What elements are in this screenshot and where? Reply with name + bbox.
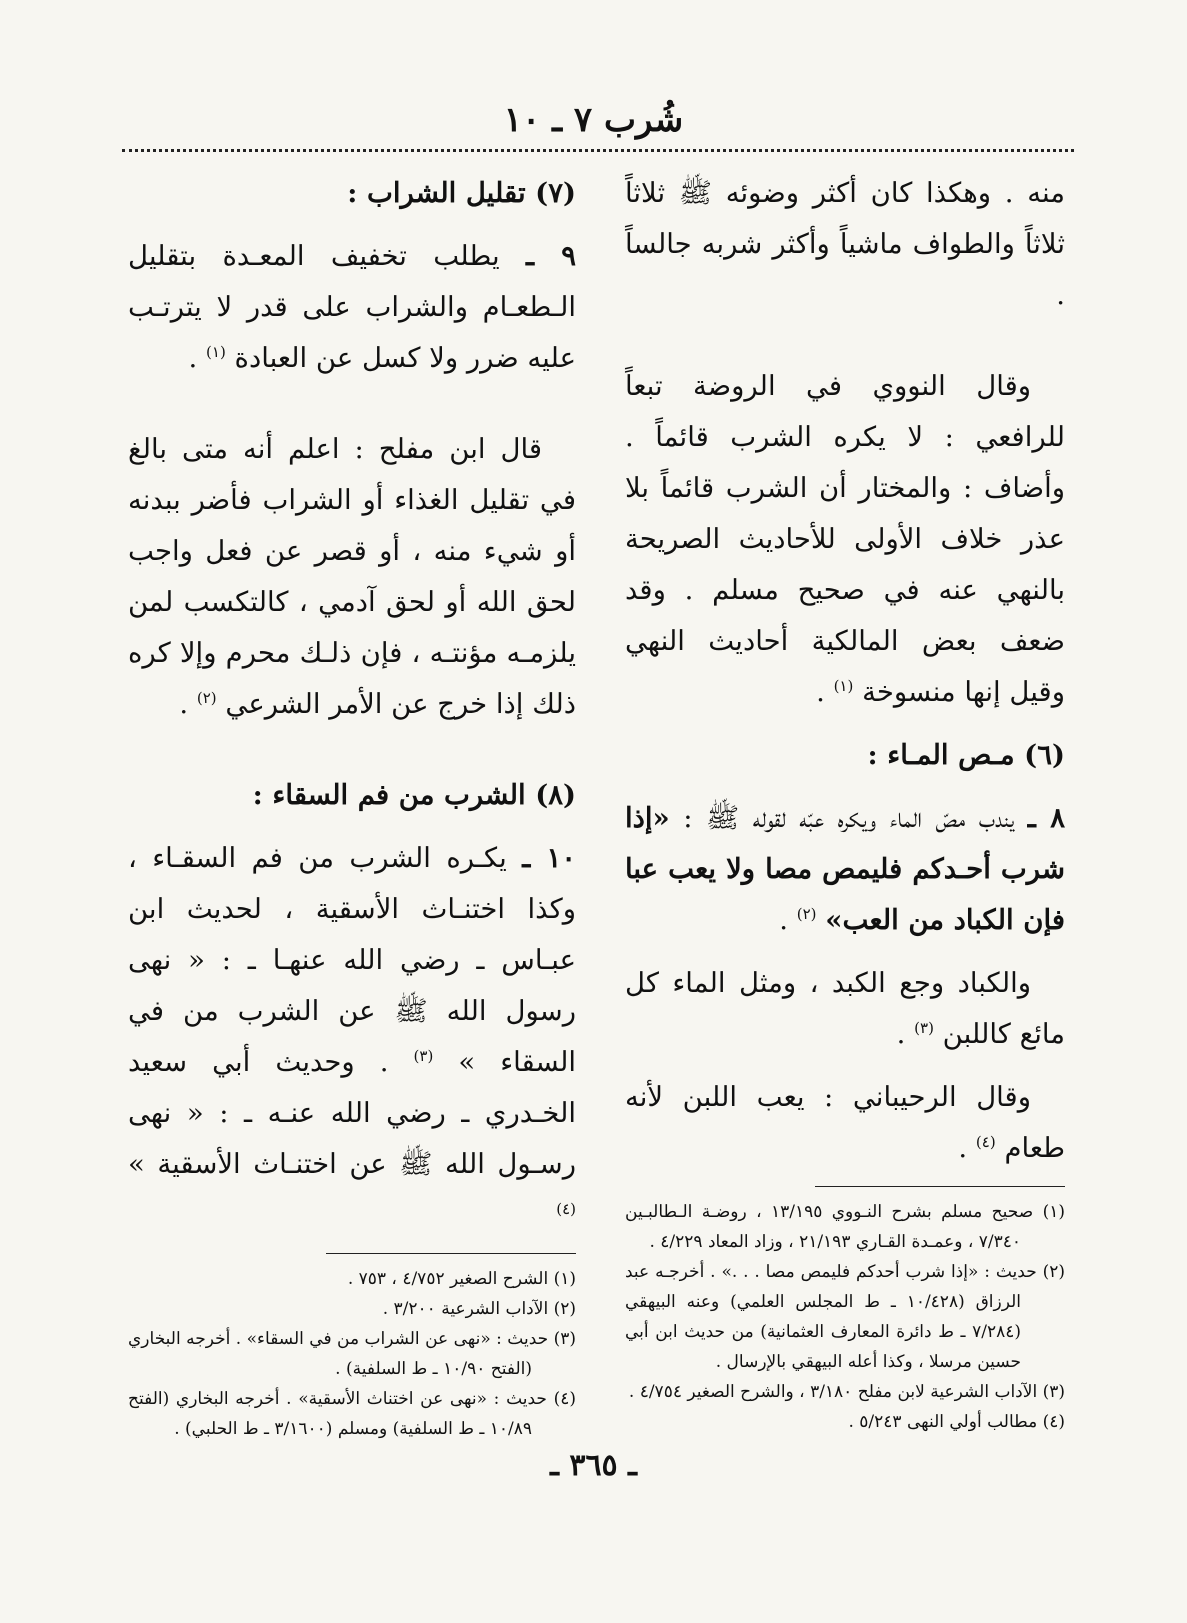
section-heading: (٨) الشرب من فم السقاء : [252, 779, 576, 811]
footnote-ref: (٣) [413, 1046, 434, 1065]
paragraph: ٩ ـ يطلب تخفيف المعـدة بتقليل الـطعـام والشراب على قدر لا يترتـب عليه ضرر ولا كسل عن العبادة $^{(١)}$ . [128, 240, 576, 374]
footnote: (٣) حديث : «نهى عن الشراب من في السقاء» . أخرجه البخاري (الفتح ١٠/٩٠ ـ ط السلفية) . [128, 1329, 576, 1379]
footnote: (٤) حديث : «نهى عن اختناث الأسقية» . أخرجه البخاري (الفتح ١٠/٨٩ ـ ط السلفية) ومسلم (٣/١٦٠٠ ـ ط الحلبي) . [128, 1389, 576, 1439]
footnote: (٢) حديث : «إذا شرب أحدكم فليمص مصا . . .» . أخرجـه عبد الرزاق (١٠/٤٢٨ ـ ط المجلس العلمي) وعنه البيهقي (٧/٢٨٤ ـ ط دائرة المعارف العثمانية) من حديث ابن أبي حسين مرسلا ، وكذا أعله البيهقي بالإرسال . [625, 1262, 1065, 1372]
footnote: (٢) الآداب الشرعية ٣/٢٠٠ . [382, 1299, 576, 1319]
footnote: (١) صحيح مسلم بشرح النـووي ١٣/١٩٥ ، روضـة الـطالبـين ٧/٣٤٠ ، وعمـدة القـاري ٢١/١٩٣ ، وزاد المعاد ٤/٢٢٩ . [625, 1202, 1065, 1252]
paragraph: منه . وهكذا كان أكثر وضوئه ﷺ ثلاثاً ثلاثاً والطواف ماشياً وأكثر شربه جالساً . [625, 177, 1065, 311]
item-number: ٨ ـ [1027, 802, 1065, 834]
footnote-ref: (٣) [914, 1018, 934, 1037]
right-column [625, 168, 1065, 1437]
header-rule [122, 149, 1074, 152]
footnote: (٤) مطالب أولي النهى ٥/٢٤٣ . [848, 1412, 1065, 1432]
footnote-ref: (٢) [796, 904, 817, 923]
footnote-ref: (٤) [975, 1132, 996, 1151]
hadith-quote: «إذا شرب أحـدكم فليمص مصا ولا يعب عبا فإن الكباد من العب» [625, 802, 1065, 936]
footnote-ref: (٢) [196, 688, 217, 707]
paragraph: وقال الرحيباني : يعب اللبن لأنه طعام $^{(٤)}$ . [625, 1081, 1065, 1164]
footnotes [625, 1197, 1065, 1437]
item-number: ٩ ـ [525, 240, 576, 272]
footnote: (١) الشرح الصغير ٤/٧٥٢ ، ٧٥٣ . [347, 1269, 576, 1289]
section-heading: (٧) تقليل الشراب : [347, 177, 576, 209]
footnotes [128, 1264, 576, 1444]
item-number: ١٠ ـ [522, 842, 577, 874]
footnote: (٣) الآداب الشرعية لابن مفلح ٣/١٨٠ ، والشرح الصغير ٤/٧٥٤ . [628, 1382, 1065, 1402]
footnote-ref: (١) [206, 342, 226, 361]
page-header: شُرب ٧ ـ ١٠ [503, 100, 684, 140]
section-heading: (٦) مـص المـاء : [867, 739, 1065, 771]
paragraph: والكباد وجع الكبد ، ومثل الماء كل مائع كاللبن $^{(٣)}$ . [625, 967, 1065, 1050]
paragraph: قال ابن مفلح : اعلم أنه متى بالغ في تقليل الغذاء أو الشراب فأضر ببدنه أو شيء منه ، أو قصر عن فعل واجب لحق الله أو لحق آدمي ، كالتكسب لمن يلزمـه مؤنتـه ، فإن ذلـك محرم وإلا كره ذلك إذا خرج عن الأمر الشرعي $^{(٢)}$ . [128, 433, 576, 720]
footnote-rule [815, 1186, 1065, 1187]
page-number: ـ ٣٦٥ ـ [550, 1448, 637, 1483]
footnote-rule [326, 1253, 576, 1254]
footnote-ref: (٤) [556, 1199, 576, 1218]
paragraph-text: وقال النووي في الروضة تبعاً للرافعي : لا يكره الشرب قائماً . وأضاف : والمختار أن الشرب قائماً بلا عذر خلاف الأولى للأحاديث الصريحة بالنهي عنه في صحيح مسلم . وقد ضعف بعض المالكية أحاديث النهي وقيل إنها منسوخة [625, 370, 1065, 708]
footnote-ref: (١) [833, 676, 854, 695]
paragraph: وقال النووي في الروضة تبعاً للرافعي : لا يكره الشرب قائماً . وأضاف : والمختار أن الشرب قائماً بلا عذر خلاف الأولى للأحاديث الصريحة بالنهي عنه في صحيح مسلم . وقد ضعف بعض المالكية أحاديث النهي وقيل إنها منسوخة $^{(١)}$ . [625, 370, 1065, 708]
left-column [128, 168, 576, 1444]
paragraph: ٨ ـ يندب مصّ الماء ويكره عبّه لقوله ﷺ : «إذا شرب أحـدكم فليمص مصا ولا يعب عبا فإن الكباد من العب» $^{(٢)}$ . [625, 802, 1065, 936]
paragraph: ١٠ ـ يكـره الشرب من فم السقـاء ، وكذا اختنـاث الأسقية ، لحديث ابن عبـاس ـ رضي الله عنهـا ـ : « نهى رسول الله ﷺ عن الشرب من في السقاء » $^{(٣)}$ . وحديث أبي سعيد الخـدري ـ رضي الله عنـه ـ : « نهى رسـول الله ﷺ عن اختنـاث الأسقية » $^{(٤)}$ [128, 842, 577, 1218]
